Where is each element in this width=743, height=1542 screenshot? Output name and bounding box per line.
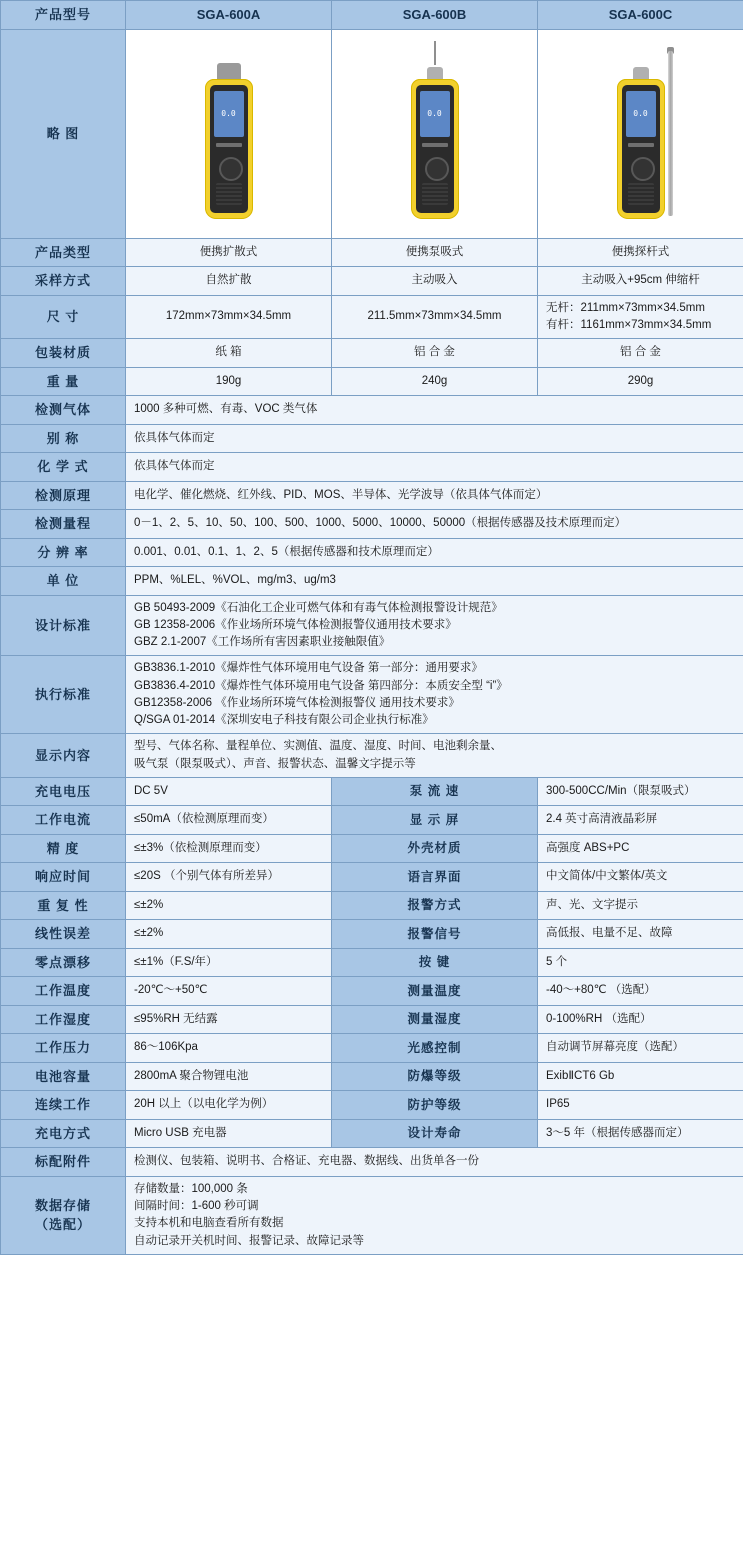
size-c-line2: 有杆：1161mm×73mm×34.5mm bbox=[546, 318, 712, 331]
table-row-alias bbox=[1, 424, 743, 453]
execution-standard-line4: Q/SGA 01-2014《深圳安电子科技有限公司企业执行标准》 bbox=[134, 714, 434, 726]
table-row-formula bbox=[1, 453, 743, 482]
row-label-keys: 按 键 bbox=[332, 948, 538, 977]
table-row-size bbox=[1, 295, 743, 339]
table-row-repeatability bbox=[1, 891, 743, 920]
table-row-working-current bbox=[1, 806, 743, 835]
display-screen-value: 2.4 英寸高清液晶彩屏 bbox=[538, 806, 743, 835]
row-label-measure-humidity: 测量湿度 bbox=[332, 1005, 538, 1034]
product-type-c: 便携探杆式 bbox=[538, 238, 743, 267]
keys-value: 5 个 bbox=[538, 948, 743, 977]
device-image-b bbox=[332, 29, 538, 238]
device-diffusion-icon bbox=[194, 41, 264, 226]
row-label-working-current: 工作电流 bbox=[1, 806, 126, 835]
row-label-formula: 化 学 式 bbox=[1, 453, 126, 482]
execution-standard-line2: GB3836.4-2010《爆炸性气体环境用电气设备 第四部分：本质安全型 “i”》 bbox=[134, 679, 508, 692]
device-pump-icon bbox=[400, 41, 470, 226]
principle-value: 电化学、催化燃烧、红外线、PID、MOS、半导体、光学波导（依具体气体而定） bbox=[126, 481, 743, 510]
row-label-working-pressure: 工作压力 bbox=[1, 1034, 126, 1063]
row-label-accessory: 标配附件 bbox=[1, 1148, 126, 1177]
device-vent-grill bbox=[216, 183, 242, 205]
row-label-accuracy: 精 度 bbox=[1, 834, 126, 863]
device-keypad-icon bbox=[219, 157, 243, 181]
design-standard-value bbox=[126, 595, 743, 656]
table-row-accessory bbox=[1, 1148, 743, 1177]
row-label-linear-error: 线性误差 bbox=[1, 920, 126, 949]
model-b: SGA-600B bbox=[332, 1, 538, 30]
working-humidity-value: ≤95%RH 无结露 bbox=[126, 1005, 332, 1034]
row-label-working-temperature: 工作温度 bbox=[1, 977, 126, 1006]
table-row-zero-drift bbox=[1, 948, 743, 977]
row-label-explosion-level: 防爆等级 bbox=[332, 1062, 538, 1091]
measure-humidity-value: 0-100%RH （选配） bbox=[538, 1005, 743, 1034]
row-label-storage bbox=[1, 1176, 126, 1254]
row-label-design-standard: 设计标准 bbox=[1, 595, 126, 656]
working-current-value: ≤50mA（依检测原理而变） bbox=[126, 806, 332, 835]
row-label-design-life: 设计寿命 bbox=[332, 1119, 538, 1148]
table-row-storage bbox=[1, 1176, 743, 1254]
device-reading-b: 0.0 bbox=[427, 109, 442, 118]
row-label-alarm-signal: 报警信号 bbox=[332, 920, 538, 949]
table-row-design-standard bbox=[1, 595, 743, 656]
table-row-unit bbox=[1, 567, 743, 596]
display-content-value bbox=[126, 734, 743, 778]
display-content-line1: 型号、气体名称、量程单位、实测值、温度、湿度、时间、电池剩余量、 bbox=[134, 740, 502, 753]
row-label-display-screen: 显 示 屏 bbox=[332, 806, 538, 835]
packing-b: 铝 合 金 bbox=[332, 339, 538, 368]
packing-c: 铝 合 金 bbox=[538, 339, 743, 368]
continuous-work-value: 20H 以上（以电化学为例） bbox=[126, 1091, 332, 1120]
row-label-product-type: 产品类型 bbox=[1, 238, 126, 267]
table-row-range bbox=[1, 510, 743, 539]
model-a: SGA-600A bbox=[126, 1, 332, 30]
table-row-charge-mode bbox=[1, 1119, 743, 1148]
resolution-value: 0.001、0.01、0.1、1、2、5（根据传感器和技术原理而定） bbox=[126, 538, 743, 567]
storage-label-line2: （选配） bbox=[34, 1217, 91, 1233]
product-type-b: 便携泵吸式 bbox=[332, 238, 538, 267]
storage-line4: 自动记录开关机时间、报警记录、故障记录等 bbox=[134, 1234, 364, 1247]
row-label-diagram: 略 图 bbox=[1, 29, 126, 238]
device-image-a bbox=[126, 29, 332, 238]
row-label-resolution: 分 辨 率 bbox=[1, 538, 126, 567]
table-row-display-content bbox=[1, 734, 743, 778]
storage-line1: 存储数量：100,000 条 bbox=[134, 1182, 248, 1195]
charge-mode-value: Micro USB 充电器 bbox=[126, 1119, 332, 1148]
alias-value: 依具体气体而定 bbox=[126, 424, 743, 453]
device-brand-strip bbox=[216, 143, 242, 147]
device-keypad-icon bbox=[631, 157, 655, 181]
row-label-size: 尺 寸 bbox=[1, 295, 126, 339]
row-label-sampling: 采样方式 bbox=[1, 267, 126, 296]
row-label-battery-capacity: 电池容量 bbox=[1, 1062, 126, 1091]
linear-error-value: ≤±2% bbox=[126, 920, 332, 949]
model-c: SGA-600C bbox=[538, 1, 743, 30]
formula-value: 依具体气体而定 bbox=[126, 453, 743, 482]
repeatability-value: ≤±2% bbox=[126, 891, 332, 920]
execution-standard-value bbox=[126, 656, 743, 734]
storage-line3: 支持本机和电脑查看所有数据 bbox=[134, 1217, 284, 1230]
accessory-value: 检测仪、包装箱、说明书、合格证、充电器、数据线、出货单各一份 bbox=[126, 1148, 743, 1177]
row-label-charge-mode: 充电方式 bbox=[1, 1119, 126, 1148]
device-shell bbox=[617, 79, 665, 219]
row-label-pump-flow: 泵 流 速 bbox=[332, 777, 538, 806]
design-standard-line3: GBZ 2.1-2007《工作场所有害因素职业接触限值》 bbox=[134, 636, 391, 648]
light-control-value: 自动调节屏幕亮度（选配） bbox=[538, 1034, 743, 1063]
charge-voltage-value: DC 5V bbox=[126, 777, 332, 806]
device-shell bbox=[411, 79, 459, 219]
table-row-packing bbox=[1, 339, 743, 368]
protection-level-value: IP65 bbox=[538, 1091, 743, 1120]
table-row-resolution bbox=[1, 538, 743, 567]
size-b: 211.5mm×73mm×34.5mm bbox=[332, 295, 538, 339]
design-standard-line1: GB 50493-2009《石油化工企业可燃气体和有毒气体检测报警设计规范》 bbox=[134, 601, 503, 614]
table-row-sampling bbox=[1, 267, 743, 296]
row-label-unit: 单 位 bbox=[1, 567, 126, 596]
sampling-c: 主动吸入+95cm 伸缩杆 bbox=[538, 267, 743, 296]
row-label-execution-standard: 执行标准 bbox=[1, 656, 126, 734]
accuracy-value: ≤±3%（依检测原理而变） bbox=[126, 834, 332, 863]
sampling-a: 自然扩散 bbox=[126, 267, 332, 296]
device-pump-needle bbox=[434, 41, 436, 65]
device-face bbox=[210, 85, 248, 213]
row-label-alarm-mode: 报警方式 bbox=[332, 891, 538, 920]
device-face bbox=[416, 85, 454, 213]
storage-label-line1: 数据存储 bbox=[34, 1197, 91, 1213]
display-content-line2: 吸气泵（限泵吸式）、声音、报警状态、温馨文字提示等 bbox=[134, 757, 416, 770]
table-row-working-humidity bbox=[1, 1005, 743, 1034]
table-row-execution-standard bbox=[1, 656, 743, 734]
device-image-c bbox=[538, 29, 743, 238]
row-label-response-time: 响应时间 bbox=[1, 863, 126, 892]
table-row-working-temperature bbox=[1, 977, 743, 1006]
device-vent-grill bbox=[628, 183, 654, 205]
device-face bbox=[622, 85, 660, 213]
device-shell bbox=[205, 79, 253, 219]
table-row-continuous-work bbox=[1, 1091, 743, 1120]
table-row-accuracy bbox=[1, 834, 743, 863]
range-value: 0－1、2、5、10、50、100、500、1000、5000、10000、50000（根据传感器及技术原理而定） bbox=[126, 510, 743, 539]
row-label-measure-temperature: 测量温度 bbox=[332, 977, 538, 1006]
table-row-product-type bbox=[1, 238, 743, 267]
table-row-header bbox=[1, 1, 743, 30]
row-label-display-content: 显示内容 bbox=[1, 734, 126, 778]
device-brand-strip bbox=[422, 143, 448, 147]
row-label-protection-level: 防护等级 bbox=[332, 1091, 538, 1120]
storage-line2: 间隔时间：1-600 秒可调 bbox=[134, 1200, 259, 1212]
table-row-detect-gas bbox=[1, 396, 743, 425]
row-label-working-humidity: 工作湿度 bbox=[1, 1005, 126, 1034]
working-pressure-value: 86～106Kpa bbox=[126, 1034, 332, 1063]
device-screen bbox=[626, 91, 656, 137]
row-label-language: 语言界面 bbox=[332, 863, 538, 892]
alarm-mode-value: 声、光、文字提示 bbox=[538, 891, 743, 920]
working-temperature-value: -20℃～+50℃ bbox=[126, 977, 332, 1006]
language-value: 中文简体/中文繁体/英文 bbox=[538, 863, 743, 892]
explosion-level-value: ExibⅡCT6 Gb bbox=[538, 1062, 743, 1091]
device-screen bbox=[420, 91, 450, 137]
alarm-signal-value: 高低报、电量不足、故障 bbox=[538, 920, 743, 949]
response-time-value: ≤20S （个别气体有所差异） bbox=[126, 863, 332, 892]
probe-rod bbox=[668, 51, 673, 216]
table-row-linear-error bbox=[1, 920, 743, 949]
weight-a: 190g bbox=[126, 367, 332, 396]
row-label-detect-gas: 检测气体 bbox=[1, 396, 126, 425]
size-c-line1: 无杆：211mm×73mm×34.5mm bbox=[546, 301, 705, 314]
device-brand-strip bbox=[628, 143, 654, 147]
size-a: 172mm×73mm×34.5mm bbox=[126, 295, 332, 339]
table-row-working-pressure bbox=[1, 1034, 743, 1063]
row-label-principle: 检测原理 bbox=[1, 481, 126, 510]
pump-flow-value: 300-500CC/Min（限泵吸式） bbox=[538, 777, 743, 806]
row-label-continuous-work: 连续工作 bbox=[1, 1091, 126, 1120]
design-life-value: 3～5 年（根据传感器而定） bbox=[538, 1119, 743, 1148]
row-label-alias: 别 称 bbox=[1, 424, 126, 453]
table-row-diagram bbox=[1, 29, 743, 238]
zero-drift-value: ≤±1%（F.S/年） bbox=[126, 948, 332, 977]
device-reading-c: 0.0 bbox=[633, 109, 648, 118]
row-label-light-control: 光感控制 bbox=[332, 1034, 538, 1063]
table-row-weight bbox=[1, 367, 743, 396]
table-row-battery-capacity bbox=[1, 1062, 743, 1091]
shell-material-value: 高强度 ABS+PC bbox=[538, 834, 743, 863]
sampling-b: 主动吸入 bbox=[332, 267, 538, 296]
device-probe-icon bbox=[606, 41, 676, 226]
device-screen bbox=[214, 91, 244, 137]
weight-c: 290g bbox=[538, 367, 743, 396]
size-c bbox=[538, 295, 743, 339]
table-row-charge-voltage bbox=[1, 777, 743, 806]
row-label-model: 产品型号 bbox=[1, 1, 126, 30]
device-keypad-icon bbox=[425, 157, 449, 181]
execution-standard-line1: GB3836.1-2010《爆炸性气体环境用电气设备 第一部分：通用要求》 bbox=[134, 662, 483, 675]
row-label-zero-drift: 零点漂移 bbox=[1, 948, 126, 977]
measure-temperature-value: -40～+80℃ （选配） bbox=[538, 977, 743, 1006]
weight-b: 240g bbox=[332, 367, 538, 396]
table-row-principle bbox=[1, 481, 743, 510]
packing-a: 纸 箱 bbox=[126, 339, 332, 368]
device-reading-a: 0.0 bbox=[221, 109, 236, 118]
unit-value: PPM、%LEL、%VOL、mg/m3、ug/m3 bbox=[126, 567, 743, 596]
execution-standard-line3: GB12358-2006 《作业场所环境气体检测报警仪 通用技术要求》 bbox=[134, 696, 460, 709]
storage-value bbox=[126, 1176, 743, 1254]
product-type-a: 便携扩散式 bbox=[126, 238, 332, 267]
row-label-repeatability: 重 复 性 bbox=[1, 891, 126, 920]
table-row-response-time bbox=[1, 863, 743, 892]
device-vent-grill bbox=[422, 183, 448, 205]
row-label-shell-material: 外壳材质 bbox=[332, 834, 538, 863]
design-standard-line2: GB 12358-2006《作业场所环境气体检测报警仪通用技术要求》 bbox=[134, 618, 457, 631]
row-label-charge-voltage: 充电电压 bbox=[1, 777, 126, 806]
detect-gas-value: 1000 多种可燃、有毒、VOC 类气体 bbox=[126, 396, 743, 425]
battery-capacity-value: 2800mA 聚合物锂电池 bbox=[126, 1062, 332, 1091]
row-label-range: 检测量程 bbox=[1, 510, 126, 539]
row-label-weight: 重 量 bbox=[1, 367, 126, 396]
row-label-packing: 包装材质 bbox=[1, 339, 126, 368]
